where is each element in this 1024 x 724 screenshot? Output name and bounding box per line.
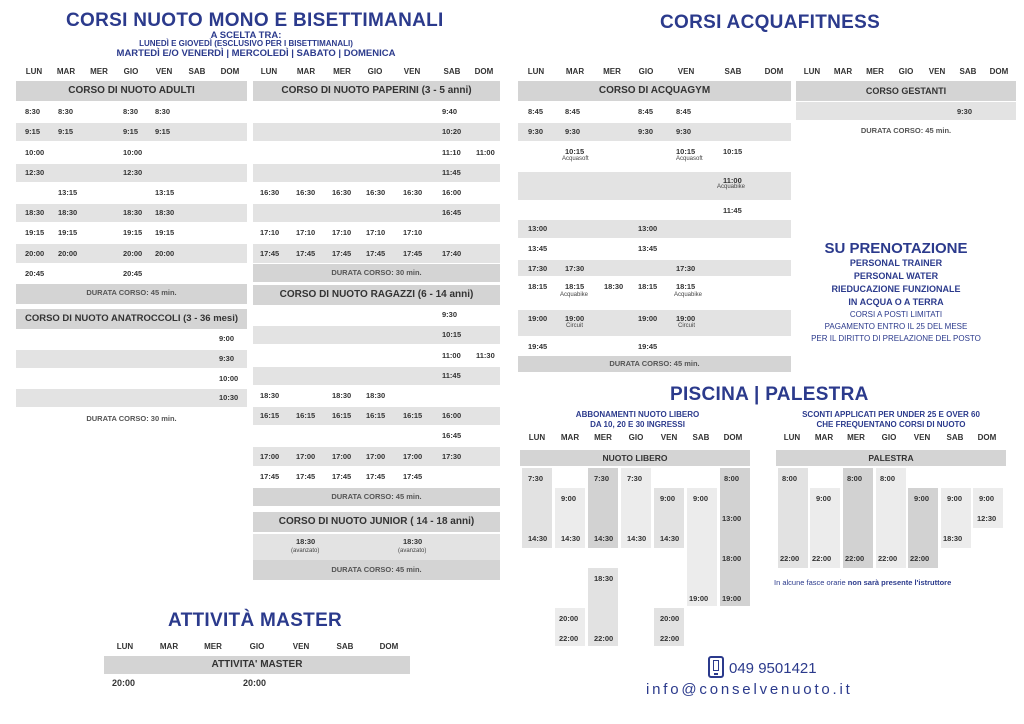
time-slot-sab: 9:30	[219, 353, 235, 363]
day-label-ven: VEN	[155, 67, 173, 76]
time-slot-ven: 19:15	[155, 228, 175, 238]
time-slot-mer: 17:10	[332, 228, 352, 238]
day-label-mar: MAR	[560, 433, 580, 442]
time-slot-sab: 9:30	[442, 310, 458, 320]
time-slot-gio: 20:00	[123, 248, 143, 258]
prenotazione-line-3: RIEDUCAZIONE FUNZIONALE	[831, 284, 961, 294]
time-slot-mer: 16:15	[332, 411, 352, 421]
time-slot-sab: 10:15	[723, 147, 743, 156]
day-label-ven: VEN	[660, 433, 678, 442]
time-slot-ven: 17:45	[403, 248, 423, 258]
time-slot-lun: 10:00	[25, 147, 45, 157]
time-slot-ven: 18:30	[155, 208, 175, 218]
time-slot-lun: 8:30	[25, 107, 41, 117]
day-label-mar: MAR	[814, 433, 834, 442]
time-slot-ven: 19:00	[676, 314, 696, 323]
time-slot-dom: 18:00	[722, 554, 742, 563]
palestra-col-mer	[843, 468, 873, 568]
time-slot-mer: 16:30	[332, 187, 352, 197]
master-time-gio: 20:00	[243, 678, 267, 688]
prenotazione-line-6: PAGAMENTO ENTRO IL 25 DEL MESE	[824, 322, 968, 331]
time-slot-ven: 9:15	[155, 127, 171, 137]
time-slot-ven: 13:15	[155, 187, 175, 197]
paperini-duration-bar	[253, 264, 500, 282]
time-slot-lun: 17:00	[260, 451, 280, 461]
time-slot-dom: 11:30	[476, 350, 495, 360]
nuoto-libero-col-sab	[687, 488, 717, 606]
class-type-note: Acquabike	[674, 292, 703, 298]
time-slot-lun: 13:45	[528, 244, 548, 253]
time-slot-gio: 17:45	[366, 248, 386, 258]
time-slot-mer: 17:45	[332, 471, 352, 481]
ragazzi-title: CORSO DI NUOTO RAGAZZI (6 - 14 anni)	[279, 289, 474, 300]
palestra-col-gio	[876, 468, 906, 568]
adulti-duration: DURATA CORSO: 45 min.	[86, 288, 177, 297]
time-slot-mar: 9:15	[58, 127, 74, 137]
time-slot-mer: 14:30	[594, 534, 614, 543]
time-slot-gio: 13:00	[638, 224, 658, 233]
class-type-note: Acquasoft	[676, 156, 703, 162]
time-slot-lun: 19:00	[528, 314, 548, 323]
junior-time-ven: 18:30	[403, 537, 423, 546]
time-slot-sab: 16:45	[442, 431, 462, 441]
day-label-mar: MAR	[56, 67, 76, 76]
time-slot-mar: 8:30	[58, 107, 74, 117]
time-slot-dom: 8:00	[724, 474, 740, 483]
junior-time-mar: 18:30	[296, 537, 316, 546]
palestra-col-lun	[778, 468, 808, 568]
time-slot-mer: 18:30	[594, 574, 614, 583]
time-slot-gio: 19:00	[638, 314, 658, 323]
schedule-row-band	[16, 350, 247, 368]
time-slot-gio: 17:10	[366, 228, 386, 238]
time-slot-ven: 16:15	[403, 411, 423, 421]
junior-row	[253, 534, 500, 560]
junior-title: CORSO DI NUOTO JUNIOR ( 14 - 18 anni)	[278, 516, 475, 527]
day-label-ven: VEN	[403, 67, 421, 76]
master-bar-label: ATTIVITA' MASTER	[211, 659, 303, 670]
time-slot-dom: 9:00	[979, 494, 995, 503]
time-slot-mar: 14:30	[561, 534, 581, 543]
time-slot-gio: 8:00	[880, 474, 896, 483]
time-slot-sab: 16:00	[442, 187, 462, 197]
acquagym-title-bar	[518, 81, 791, 101]
time-slot-gio: 22:00	[878, 554, 898, 563]
time-slot-gio: 17:45	[366, 471, 386, 481]
ragazzi-title-bar	[253, 285, 500, 305]
anatroccoli-duration: DURATA CORSO: 30 min.	[86, 414, 177, 423]
prenotazione-title: SU PRENOTAZIONE	[824, 240, 968, 257]
time-slot-mar: 9:00	[816, 494, 832, 503]
schedule-row-band	[518, 123, 791, 141]
time-slot-gio: 20:45	[123, 268, 143, 278]
time-slot-lun: 9:30	[528, 127, 544, 136]
prenotazione-line-1: PERSONAL TRAINER	[849, 258, 943, 268]
class-type-note: Acquabike	[560, 292, 589, 298]
day-label-mer: MER	[866, 67, 884, 76]
time-slot-lun: 18:15	[528, 282, 548, 291]
time-slot-mar: 20:00	[559, 614, 579, 623]
time-slot-ven: 20:00	[155, 248, 175, 258]
acquagym-duration: DURATA CORSO: 45 min.	[609, 359, 700, 368]
gestanti-time: 9:30	[957, 107, 973, 116]
class-type-note: Acquasoft	[562, 156, 589, 162]
junior-duration-bar	[253, 560, 500, 580]
day-label-gio: GIO	[898, 67, 914, 76]
time-slot-gio: 16:15	[366, 411, 386, 421]
time-slot-lun: 8:45	[528, 107, 544, 116]
time-slot-mar: 20:00	[58, 248, 78, 258]
junior-title-bar	[253, 512, 500, 532]
time-slot-mar: 16:30	[296, 187, 316, 197]
time-slot-lun: 17:45	[260, 248, 280, 258]
time-slot-lun: 19:15	[25, 228, 45, 238]
time-slot-mer: 18:30	[332, 390, 352, 400]
time-slot-dom: 11:00	[476, 147, 495, 157]
time-slot-sab: 10:15	[442, 330, 462, 340]
acquagym-title: CORSO DI ACQUAGYM	[598, 85, 711, 96]
day-label-gio: GIO	[628, 433, 644, 442]
paperini-title-bar	[253, 81, 500, 101]
sconti-line-2: CHE FREQUENTANO CORSI DI NUOTO	[816, 420, 966, 429]
time-slot-mer: 22:00	[845, 554, 865, 563]
day-label-mer: MER	[333, 67, 351, 76]
time-slot-mar: 10:15	[565, 147, 585, 156]
day-label-gio: GIO	[881, 433, 897, 442]
day-label-sab: SAB	[724, 67, 742, 76]
schedule-row-band	[518, 260, 791, 276]
time-slot-sab: 11:45	[442, 167, 461, 177]
time-slot-lun: 20:45	[25, 268, 45, 278]
phone-icon	[708, 656, 724, 678]
palestra-title-bar	[776, 450, 1006, 466]
day-label-ven: VEN	[292, 642, 310, 651]
day-label-mer: MER	[603, 67, 621, 76]
time-slot-lun: 18:30	[25, 208, 45, 218]
prenotazione-line-2: PERSONAL WATER	[853, 271, 939, 281]
time-slot-gio: 19:15	[123, 228, 143, 238]
time-slot-gio: 7:30	[627, 474, 643, 483]
time-slot-gio: 9:15	[123, 127, 139, 137]
time-slot-lun: 12:30	[25, 167, 45, 177]
time-slot-gio: 12:30	[123, 167, 143, 177]
day-label-sab: SAB	[443, 67, 461, 76]
day-label-mer: MER	[594, 433, 612, 442]
ragazzi-duration: DURATA CORSO: 45 min.	[331, 492, 422, 501]
class-type-note: Acquabike	[717, 184, 746, 190]
time-slot-mar: 9:00	[561, 494, 577, 503]
time-slot-lun: 14:30	[528, 534, 548, 543]
time-slot-sab: 17:30	[442, 451, 462, 461]
time-slot-mer: 18:30	[604, 282, 624, 291]
time-slot-sab: 18:30	[943, 534, 963, 543]
prenotazione-line-7: PER IL DIRITTO DI PRELAZIONE DEL POSTO	[811, 334, 981, 343]
time-slot-gio: 18:30	[366, 390, 386, 400]
schedule-row-band	[253, 164, 500, 182]
day-label-sab: SAB	[336, 642, 354, 651]
acquagym-duration-bar	[518, 356, 791, 372]
time-slot-sab: 11:45	[442, 370, 461, 380]
adulti-title-bar	[16, 81, 247, 101]
time-slot-sab: 11:00	[723, 176, 742, 185]
time-slot-dom: 12:30	[977, 514, 997, 523]
time-slot-mar: 13:15	[58, 187, 78, 197]
day-label-dom: DOM	[379, 642, 399, 651]
time-slot-mer: 17:45	[332, 248, 352, 258]
day-label-sab: SAB	[946, 433, 964, 442]
adulti-duration-bar	[16, 284, 247, 304]
day-label-lun: LUN	[260, 67, 278, 76]
day-label-ven: VEN	[928, 67, 946, 76]
acquafitness-title: CORSI ACQUAFITNESS	[660, 12, 881, 33]
time-slot-ven: 8:45	[676, 107, 692, 116]
time-slot-ven: 17:45	[403, 471, 423, 481]
day-label-mar: MAR	[565, 67, 585, 76]
time-slot-gio: 10:00	[123, 147, 143, 157]
day-label-dom: DOM	[220, 67, 240, 76]
palestra-note-plain: In alcune fasce orarie	[774, 578, 848, 587]
time-slot-ven: 18:15	[676, 282, 696, 291]
master-time-lun: 20:00	[112, 678, 136, 688]
master-bar	[104, 656, 410, 674]
time-slot-sab: 9:00	[947, 494, 963, 503]
time-slot-gio: 18:30	[123, 208, 143, 218]
time-slot-lun: 17:10	[260, 228, 280, 238]
day-label-mar: MAR	[296, 67, 316, 76]
time-slot-mar: 17:10	[296, 228, 316, 238]
gestanti-duration: DURATA CORSO: 45 min.	[860, 126, 952, 135]
time-slot-lun: 17:45	[260, 471, 280, 481]
time-slot-lun: 19:45	[528, 342, 548, 351]
class-type-note: Circuit	[678, 323, 696, 329]
time-slot-gio: 9:30	[638, 127, 654, 136]
sconti-line-1: SCONTI APPLICATI PER UNDER 25 E OVER 60	[802, 410, 980, 419]
time-slot-mar: 18:30	[58, 208, 78, 218]
time-slot-ven: 16:30	[403, 187, 423, 197]
day-label-ven: VEN	[913, 433, 931, 442]
abbonamenti-line-1: ABBONAMENTI NUOTO LIBERO	[575, 410, 700, 419]
time-slot-sab: 9:40	[442, 107, 458, 117]
left-subtitle-1: A SCELTA TRA:	[210, 30, 282, 41]
prenotazione-block	[796, 240, 996, 345]
time-slot-lun: 7:30	[528, 474, 544, 483]
time-slot-ven: 17:10	[403, 228, 423, 238]
time-slot-ven: 20:00	[660, 614, 680, 623]
schedule-row-band	[253, 326, 500, 344]
schedule-row-band	[253, 367, 500, 385]
time-slot-dom: 19:00	[722, 594, 742, 603]
prenotazione-line-4: IN ACQUA O A TERRA	[848, 297, 944, 307]
day-label-mer: MER	[847, 433, 865, 442]
paperini-duration: DURATA CORSO: 30 min.	[331, 268, 422, 277]
anatroccoli-title: CORSO DI NUOTO ANATROCCOLI (3 - 36 mesi)	[24, 313, 239, 324]
time-slot-mar: 17:45	[296, 471, 316, 481]
palestra-title: PALESTRA	[868, 453, 914, 463]
time-slot-gio: 8:30	[123, 107, 139, 117]
time-slot-lun: 18:30	[260, 390, 280, 400]
time-slot-lun: 20:00	[25, 248, 45, 258]
time-slot-gio: 14:30	[627, 534, 647, 543]
time-slot-sab: 11:00	[442, 350, 461, 360]
day-label-lun: LUN	[803, 67, 821, 76]
time-slot-sab: 9:00	[219, 333, 235, 343]
time-slot-ven: 9:00	[914, 494, 930, 503]
junior-note-ven: (avanzato)	[398, 548, 427, 554]
time-slot-sab: 10:00	[219, 373, 239, 383]
class-type-note: Circuit	[566, 323, 584, 329]
time-slot-gio: 8:45	[638, 107, 654, 116]
nuoto-libero-col-dom	[720, 468, 750, 606]
time-slot-mer: 17:00	[332, 451, 352, 461]
nuoto-libero-title-bar	[520, 450, 750, 466]
time-slot-sab: 16:00	[442, 411, 462, 421]
day-label-gio: GIO	[123, 67, 139, 76]
time-slot-gio: 19:45	[638, 342, 658, 351]
nuoto-libero-title: NUOTO LIBERO	[602, 453, 668, 463]
time-slot-gio: 13:45	[638, 244, 658, 253]
day-label-sab: SAB	[959, 67, 977, 76]
time-slot-sab: 10:20	[442, 127, 462, 137]
time-slot-mar: 19:15	[58, 228, 78, 238]
time-slot-lun: 13:00	[528, 224, 548, 233]
day-label-mer: MER	[90, 67, 108, 76]
time-slot-sab: 16:45	[442, 208, 462, 218]
day-label-dom: DOM	[723, 433, 743, 442]
time-slot-mar: 22:00	[559, 634, 579, 643]
adulti-title: CORSO DI NUOTO ADULTI	[68, 85, 195, 96]
day-label-dom: DOM	[474, 67, 494, 76]
gestanti-title: CORSO GESTANTI	[865, 86, 947, 96]
day-label-mar: MAR	[159, 642, 179, 651]
time-slot-sab: 19:00	[689, 594, 709, 603]
time-slot-ven: 17:00	[403, 451, 423, 461]
time-slot-sab: 11:10	[442, 147, 461, 157]
time-slot-mer: 22:00	[594, 634, 614, 643]
time-slot-ven: 22:00	[660, 634, 680, 643]
day-label-lun: LUN	[528, 433, 546, 442]
day-label-ven: VEN	[677, 67, 695, 76]
abbonamenti-line-2: DA 10, 20 E 30 INGRESSI	[590, 420, 685, 429]
schedule-row-band	[253, 123, 500, 141]
time-slot-lun: 17:30	[528, 264, 548, 273]
day-label-mar: MAR	[833, 67, 853, 76]
time-slot-ven: 9:30	[676, 127, 692, 136]
ragazzi-duration-bar	[253, 488, 500, 506]
gestanti-title-bar	[796, 81, 1016, 101]
palestra-note	[774, 578, 951, 587]
email-link[interactable]: info@conselvenuoto.it	[646, 681, 853, 698]
time-slot-mar: 8:45	[565, 107, 581, 116]
time-slot-ven: 8:30	[155, 107, 171, 117]
day-label-sab: SAB	[188, 67, 206, 76]
day-label-lun: LUN	[25, 67, 43, 76]
time-slot-mar: 9:30	[565, 127, 581, 136]
master-title: ATTIVITÀ MASTER	[168, 610, 343, 631]
time-slot-gio: 18:15	[638, 282, 658, 291]
time-slot-mar: 17:00	[296, 451, 316, 461]
time-slot-dom: 13:00	[722, 514, 742, 523]
time-slot-sab: 9:00	[693, 494, 709, 503]
time-slot-gio: 16:30	[366, 187, 386, 197]
time-slot-mer: 7:30	[594, 474, 610, 483]
time-slot-sab: 17:40	[442, 248, 462, 258]
time-slot-lun: 8:00	[782, 474, 798, 483]
day-label-lun: LUN	[116, 642, 134, 651]
paperini-title: CORSO DI NUOTO PAPERINI (3 - 5 anni)	[281, 85, 472, 96]
time-slot-lun: 22:00	[780, 554, 800, 563]
time-slot-mar: 16:15	[296, 411, 316, 421]
time-slot-ven: 17:30	[676, 264, 696, 273]
time-slot-mer: 8:00	[847, 474, 863, 483]
time-slot-sab: 10:30	[219, 393, 239, 403]
day-label-gio: GIO	[638, 67, 654, 76]
left-title: CORSI NUOTO MONO E BISETTIMANALI	[66, 10, 444, 31]
time-slot-ven: 22:00	[910, 554, 930, 563]
prenotazione-line-5: CORSI A POSTI LIMITATI	[849, 310, 943, 319]
schedule-row-band	[253, 204, 500, 222]
junior-duration: DURATA CORSO: 45 min.	[331, 565, 422, 574]
time-slot-mar: 19:00	[565, 314, 585, 323]
phone-number[interactable]: 049 9501421	[729, 660, 817, 677]
schedule-row-band	[518, 172, 791, 200]
time-slot-sab: 11:45	[723, 206, 742, 215]
left-subtitle-3: MARTEDÌ E/O VENERDÌ | MERCOLEDÌ | SABATO | DOMENICA	[116, 48, 396, 59]
day-label-gio: GIO	[249, 642, 265, 651]
time-slot-lun: 16:30	[260, 187, 280, 197]
anatroccoli-title-bar	[16, 309, 247, 329]
time-slot-lun: 9:15	[25, 127, 41, 137]
time-slot-lun: 16:15	[260, 411, 280, 421]
day-label-sab: SAB	[692, 433, 710, 442]
piscina-palestra-title: PISCINA | PALESTRA	[670, 384, 869, 405]
day-label-gio: GIO	[367, 67, 383, 76]
time-slot-gio: 17:00	[366, 451, 386, 461]
time-slot-mar: 18:15	[565, 282, 585, 291]
day-label-dom: DOM	[977, 433, 997, 442]
junior-note-mar: (avanzato)	[291, 548, 320, 554]
day-label-dom: DOM	[989, 67, 1009, 76]
day-label-mer: MER	[204, 642, 222, 651]
time-slot-mar: 22:00	[812, 554, 832, 563]
day-label-lun: LUN	[527, 67, 545, 76]
day-label-lun: LUN	[783, 433, 801, 442]
day-label-dom: DOM	[764, 67, 784, 76]
gestanti-row	[796, 102, 1016, 120]
schedule-row-band	[16, 389, 247, 407]
palestra-note-bold: non sarà presente l'istruttore	[847, 578, 952, 587]
time-slot-ven: 9:00	[660, 494, 676, 503]
time-slot-ven: 10:15	[676, 147, 696, 156]
left-subtitle-2: LUNEDÌ E GIOVEDÌ (ESCLUSIVO PER I BISETTIMANALI)	[139, 39, 353, 48]
time-slot-mar: 17:45	[296, 248, 316, 258]
time-slot-ven: 14:30	[660, 534, 680, 543]
time-slot-mar: 17:30	[565, 264, 585, 273]
